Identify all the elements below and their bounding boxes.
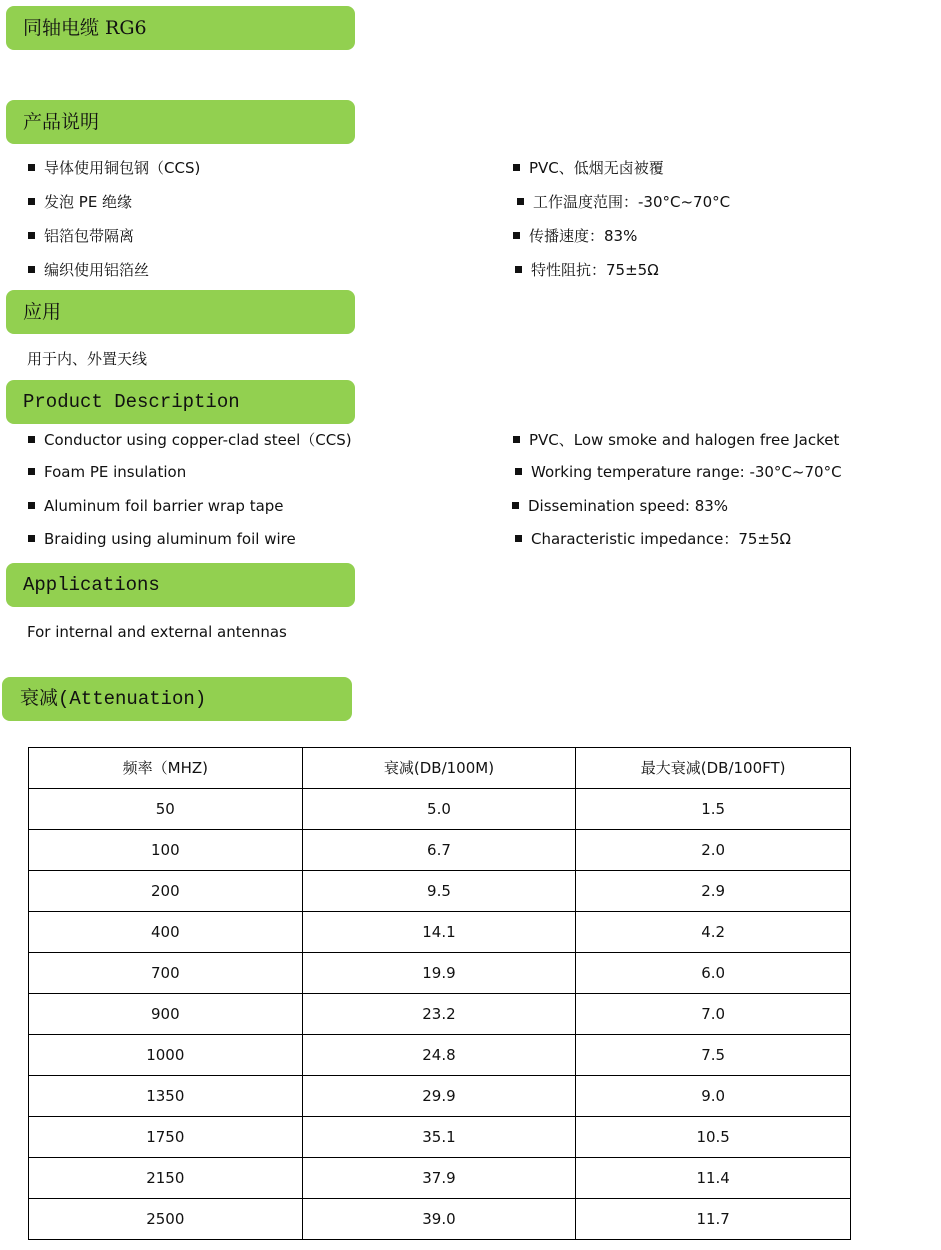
square-bullet-icon: [28, 468, 35, 475]
table-row: [29, 953, 851, 994]
cell-frequency: 2500: [29, 1199, 303, 1240]
list-item-text: 工作温度范围：-30°C~70°C: [533, 193, 731, 211]
column-header-attenuation-100m: 衰减(DB/100M): [302, 748, 576, 789]
cell-frequency: 2150: [29, 1158, 303, 1199]
square-bullet-icon: [28, 198, 35, 205]
section-header-product-desc-cn: [6, 100, 355, 144]
page-title: 同轴电缆 RG6: [23, 17, 147, 39]
list-item-text: Characteristic impedance：75±5Ω: [531, 530, 791, 548]
cell-frequency: 400: [29, 912, 303, 953]
cell-frequency: 1750: [29, 1117, 303, 1158]
section-header-product-desc-en: [6, 380, 355, 424]
list-item-text: 传播速度：83%: [529, 227, 638, 245]
table-row: [29, 994, 851, 1035]
list-item-text: Braiding using aluminum foil wire: [44, 530, 296, 548]
list-item: [515, 463, 842, 481]
cell-frequency: 700: [29, 953, 303, 994]
table-row: [29, 1199, 851, 1240]
square-bullet-icon: [28, 535, 35, 542]
list-item: [28, 159, 200, 177]
table-row: [29, 789, 851, 830]
list-item: [28, 463, 186, 481]
cell-max-attenuation: 1.5: [576, 789, 851, 830]
cell-attenuation: 19.9: [302, 953, 576, 994]
table-row: [29, 1035, 851, 1076]
cell-attenuation: 29.9: [302, 1076, 576, 1117]
section-header-attenuation: [2, 677, 352, 721]
list-item-text: 发泡 PE 绝缘: [44, 193, 133, 211]
attenuation-table: [28, 747, 851, 1240]
list-item-text: 特性阻抗：75±5Ω: [531, 261, 659, 279]
column-header-frequency: 频率（MHZ): [29, 748, 303, 789]
list-item-text: PVC、低烟无卤被覆: [529, 159, 664, 177]
square-bullet-icon: [515, 266, 522, 273]
cell-attenuation: 5.0: [302, 789, 576, 830]
cell-max-attenuation: 4.2: [576, 912, 851, 953]
list-item: [28, 497, 284, 515]
cell-max-attenuation: 11.4: [576, 1158, 851, 1199]
table-header-row: [29, 748, 851, 789]
section-header-applications-en: [6, 563, 355, 607]
section-title: Applications: [23, 574, 160, 596]
cell-frequency: 1350: [29, 1076, 303, 1117]
cell-frequency: 1000: [29, 1035, 303, 1076]
list-item-text: Foam PE insulation: [44, 463, 187, 481]
square-bullet-icon: [28, 266, 35, 273]
cell-attenuation: 39.0: [302, 1199, 576, 1240]
section-title: Product Description: [23, 391, 240, 413]
section-header-application-cn: [6, 290, 355, 334]
list-item: [512, 497, 728, 515]
cell-max-attenuation: 7.5: [576, 1035, 851, 1076]
list-item: [517, 193, 730, 211]
table-row: [29, 871, 851, 912]
cell-frequency: 100: [29, 830, 303, 871]
list-item-text: PVC、Low smoke and halogen free Jacket: [529, 431, 840, 449]
square-bullet-icon: [515, 535, 522, 542]
list-item: [28, 530, 296, 548]
application-text: For internal and external antennas: [27, 623, 287, 641]
column-header-max-attenuation-100ft: 最大衰减(DB/100FT): [576, 748, 851, 789]
list-item: [513, 227, 637, 245]
cell-attenuation: 9.5: [302, 871, 576, 912]
list-item: [28, 431, 352, 449]
list-item: [513, 431, 839, 449]
list-item-text: Aluminum foil barrier wrap tape: [44, 497, 284, 515]
section-title: 衰减(Attenuation): [20, 688, 207, 710]
cell-max-attenuation: 10.5: [576, 1117, 851, 1158]
cell-max-attenuation: 2.9: [576, 871, 851, 912]
table-row: [29, 830, 851, 871]
table-row: [29, 1117, 851, 1158]
cell-attenuation: 35.1: [302, 1117, 576, 1158]
cell-frequency: 50: [29, 789, 303, 830]
square-bullet-icon: [515, 468, 522, 475]
square-bullet-icon: [513, 436, 520, 443]
list-item: [28, 193, 132, 211]
cell-attenuation: 6.7: [302, 830, 576, 871]
list-item-text: 铝箔包带隔离: [44, 227, 135, 245]
square-bullet-icon: [517, 198, 524, 205]
square-bullet-icon: [513, 232, 520, 239]
square-bullet-icon: [28, 436, 35, 443]
title-bar: [6, 6, 355, 50]
cell-max-attenuation: 9.0: [576, 1076, 851, 1117]
list-item-text: 编织使用铝箔丝: [44, 261, 150, 279]
square-bullet-icon: [28, 232, 35, 239]
cell-max-attenuation: 6.0: [576, 953, 851, 994]
section-title: 产品说明: [23, 111, 100, 133]
list-item: [515, 261, 659, 279]
cell-frequency: 900: [29, 994, 303, 1035]
cell-attenuation: 37.9: [302, 1158, 576, 1199]
square-bullet-icon: [512, 502, 519, 509]
list-item: [28, 227, 134, 245]
square-bullet-icon: [513, 164, 520, 171]
cell-max-attenuation: 7.0: [576, 994, 851, 1035]
section-title: 应用: [23, 301, 62, 323]
cell-max-attenuation: 11.7: [576, 1199, 851, 1240]
cell-attenuation: 24.8: [302, 1035, 576, 1076]
list-item: [515, 530, 791, 548]
list-item-text: Working temperature range: -30°C~70°C: [531, 463, 842, 481]
list-item-text: Dissemination speed: 83%: [528, 497, 729, 515]
list-item-text: Conductor using copper-clad steel（CCS): [44, 431, 352, 449]
cell-attenuation: 23.2: [302, 994, 576, 1035]
list-item-text: 导体使用铜包钢（CCS): [44, 159, 201, 177]
table-row: [29, 1158, 851, 1199]
square-bullet-icon: [28, 502, 35, 509]
table-row: [29, 1076, 851, 1117]
cell-attenuation: 14.1: [302, 912, 576, 953]
application-text: 用于内、外置天线: [27, 350, 148, 368]
square-bullet-icon: [28, 164, 35, 171]
list-item: [28, 261, 149, 279]
table-row: [29, 912, 851, 953]
cell-max-attenuation: 2.0: [576, 830, 851, 871]
cell-frequency: 200: [29, 871, 303, 912]
list-item: [513, 159, 664, 177]
